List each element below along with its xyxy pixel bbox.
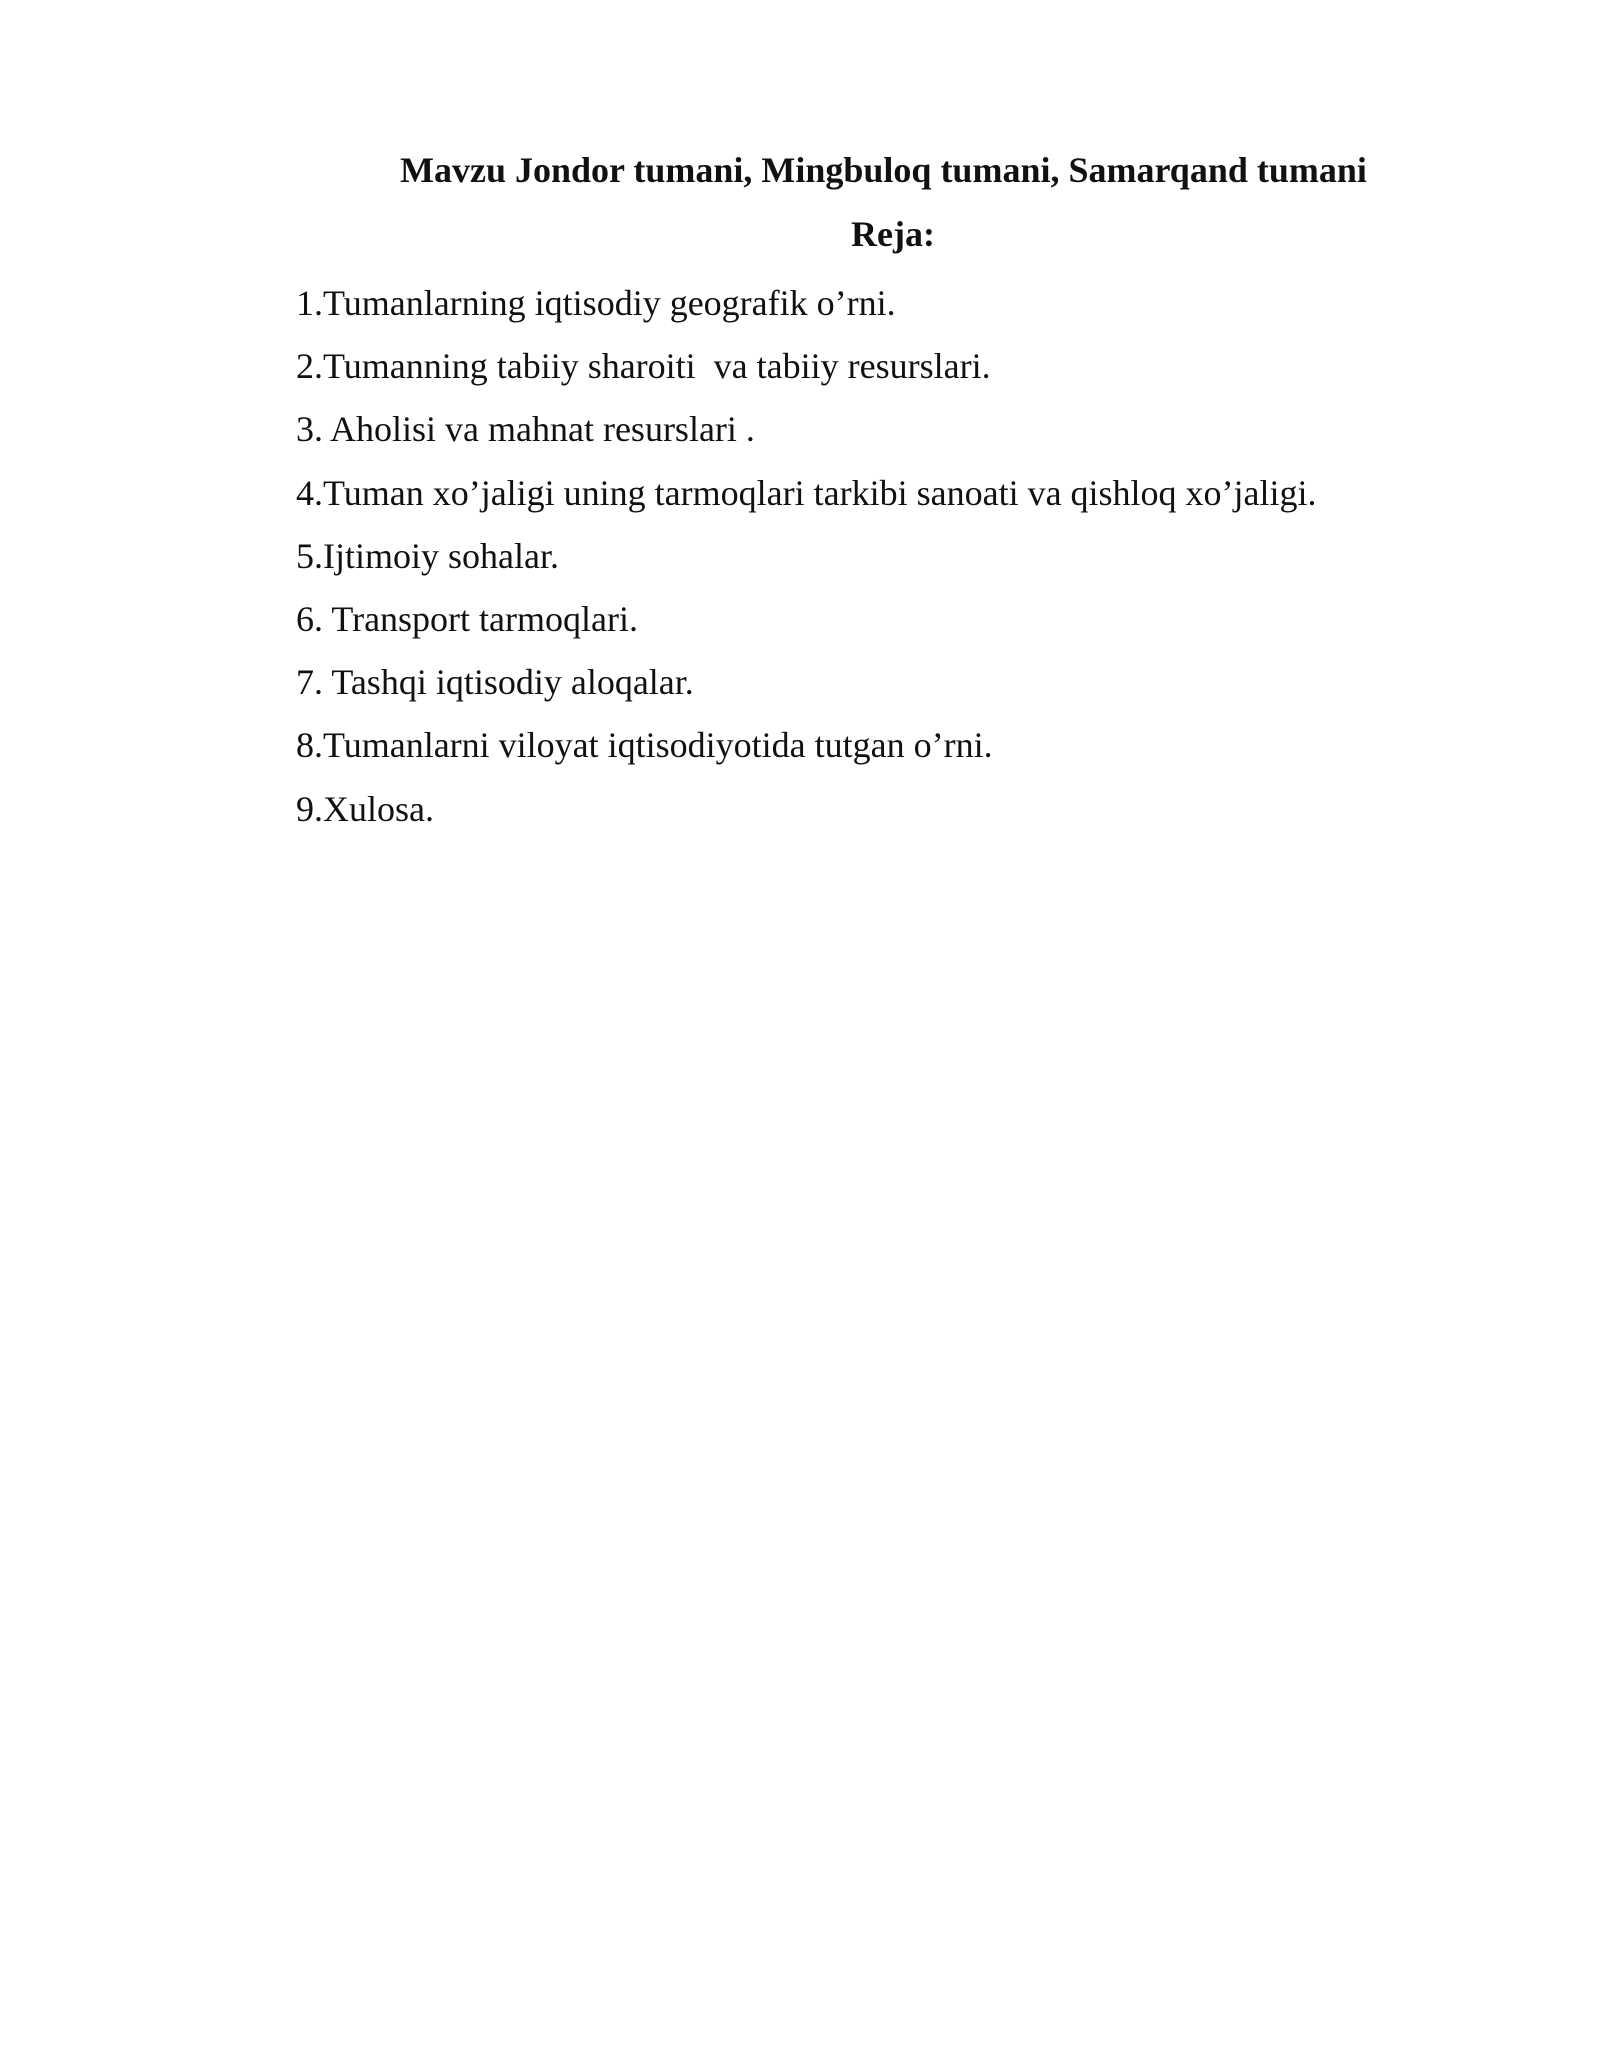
plan-item-3: 3. Aholisi va mahnat resurslari . <box>296 409 755 450</box>
plan-item-1: 1.Tumanlarning iqtisodiy geografik o’rni. <box>296 283 896 323</box>
plan-item-8: 8.Tumanlarni viloyat iqtisodiyotida tutgan o’rni. <box>296 725 993 766</box>
plan-item-5: 5.Ijtimoiy sohalar. <box>296 535 559 576</box>
plan-item-4: 4.Tuman xo’jaligi uning tarmoqlari tarkibi sanoati va qishloq xo’jaligi. <box>296 472 1317 513</box>
plan-heading: Reja: <box>851 214 935 254</box>
plan-item-9: 9.Xulosa. <box>296 788 434 829</box>
plan-item-6: 6. Transport tarmoqlari. <box>296 599 638 640</box>
plan-list <box>296 272 1317 841</box>
plan-item-7: 7. Tashqi iqtisodiy aloqalar. <box>296 662 694 703</box>
document-title: Mavzu Jondor tumani, Mingbuloq tumani, Samarqand tumani <box>400 150 1367 190</box>
plan-item-2: 2.Tumanning tabiiy sharoiti va tabiiy resurslari. <box>296 346 991 387</box>
